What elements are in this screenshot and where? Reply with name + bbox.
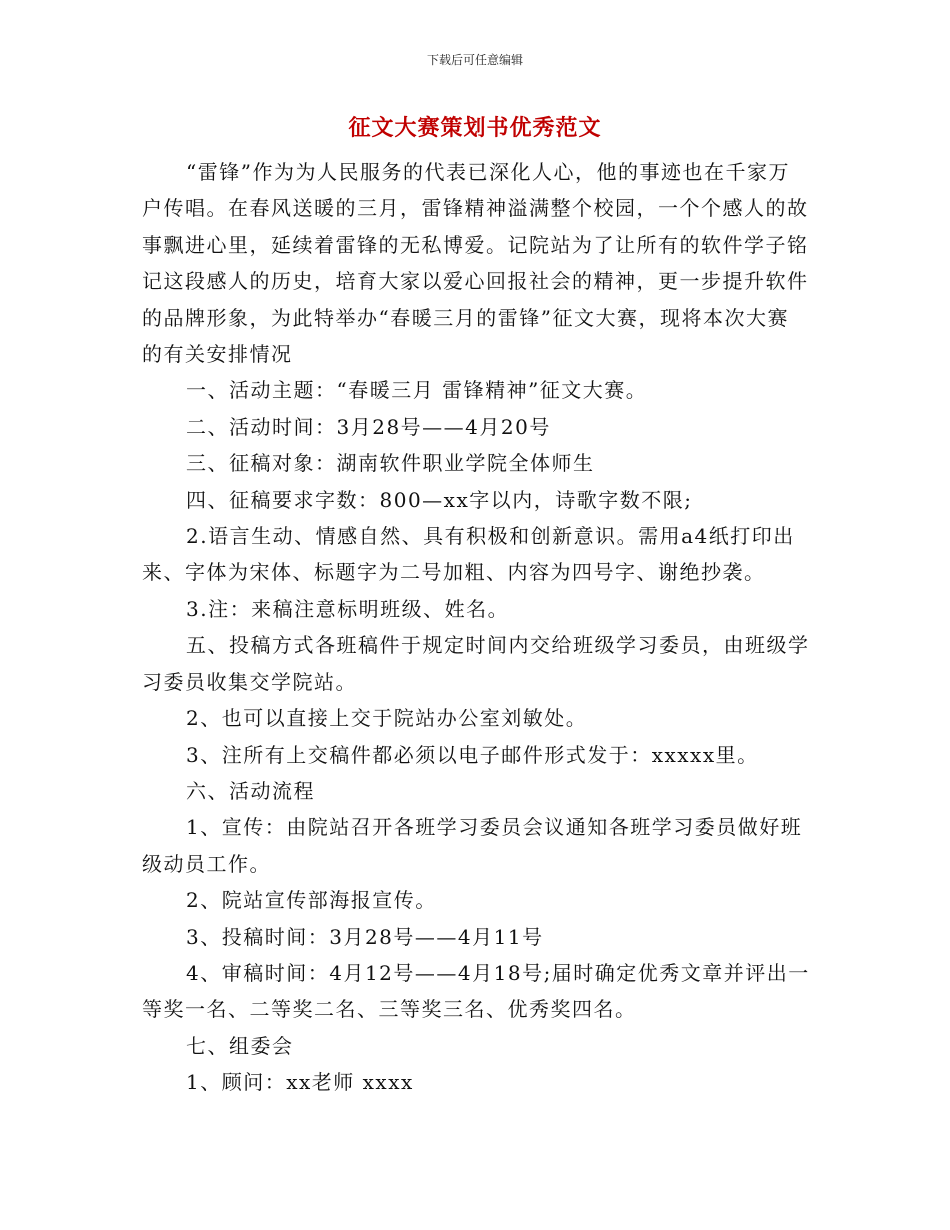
document-body (142, 154, 810, 1101)
paragraph-submission: 五、投稿方式各班稿件于规定时间内交给班级学习委员，由班级学习委员收集交学院站。 (142, 633, 810, 694)
paragraph-process-heading: 六、活动流程 (186, 778, 315, 803)
paragraph-audience: 三、征稿对象：湖南软件职业学院全体师生 (186, 451, 595, 476)
paragraph-committee-heading: 七、组委会 (186, 1033, 294, 1058)
paragraph-committee-advisor: 1、顾问：xx老师 xxxx (186, 1070, 414, 1095)
paragraph-format: 2.语言生动、情感自然、具有积极和创新意识。需用a4纸打印出来、字体为宋体、标题字为二号加粗、内容为四号字、谢绝抄袭。 (142, 524, 795, 585)
paragraph-submission-email: 3、注所有上交稿件都必须以电子邮件形式发于：xxxxx里。 (186, 742, 759, 767)
page-header: 下载后可任意编辑 (426, 53, 523, 67)
paragraph-word-count: 四、征稿要求字数：800—xx字以内，诗歌字数不限; (186, 487, 693, 512)
paragraph-process-review-time: 4、审稿时间：4月12号——4月18号;届时确定优秀文章并评出一等奖一名、二等奖二名、三等奖三名、优秀奖四名。 (142, 960, 810, 1022)
document-title: 征文大赛策划书优秀范文 (348, 115, 602, 141)
paragraph-time: 二、活动时间：3月28号——4月20号 (186, 414, 551, 439)
intro-paragraph: “雷锋”作为为人民服务的代表已深化人心，他的事迹也在千家万户传唱。在春风送暖的三月，雷锋精神溢满整个校园，一个个感人的故事飘进心里，延续着雷锋的无私博爱。记院站为了让所有的软件学子铭记这段感人的历史，培育大家以爱心回报社会的精神，更一步提升软件的品牌形象，为此特举办“春暖三月的雷锋”征文大赛，现将本次大赛的有关安排情况 (142, 160, 809, 367)
paragraph-submission-alt: 2、也可以直接上交于院站办公室刘敏处。 (186, 706, 588, 731)
paragraph-process-publicity: 1、宣传：由院站召开各班学习委员会议通知各班学习委员做好班级动员工作。 (142, 815, 803, 876)
paragraph-theme: 一、活动主题：“春暖三月 雷锋精神”征文大赛。 (186, 378, 648, 403)
paragraph-process-submit-time: 3、投稿时间：3月28号——4月11号 (186, 924, 544, 949)
paragraph-note: 3.注：来稿注意标明班级、姓名。 (186, 596, 510, 621)
paragraph-process-poster: 2、院站宣传部海报宣传。 (186, 888, 437, 913)
